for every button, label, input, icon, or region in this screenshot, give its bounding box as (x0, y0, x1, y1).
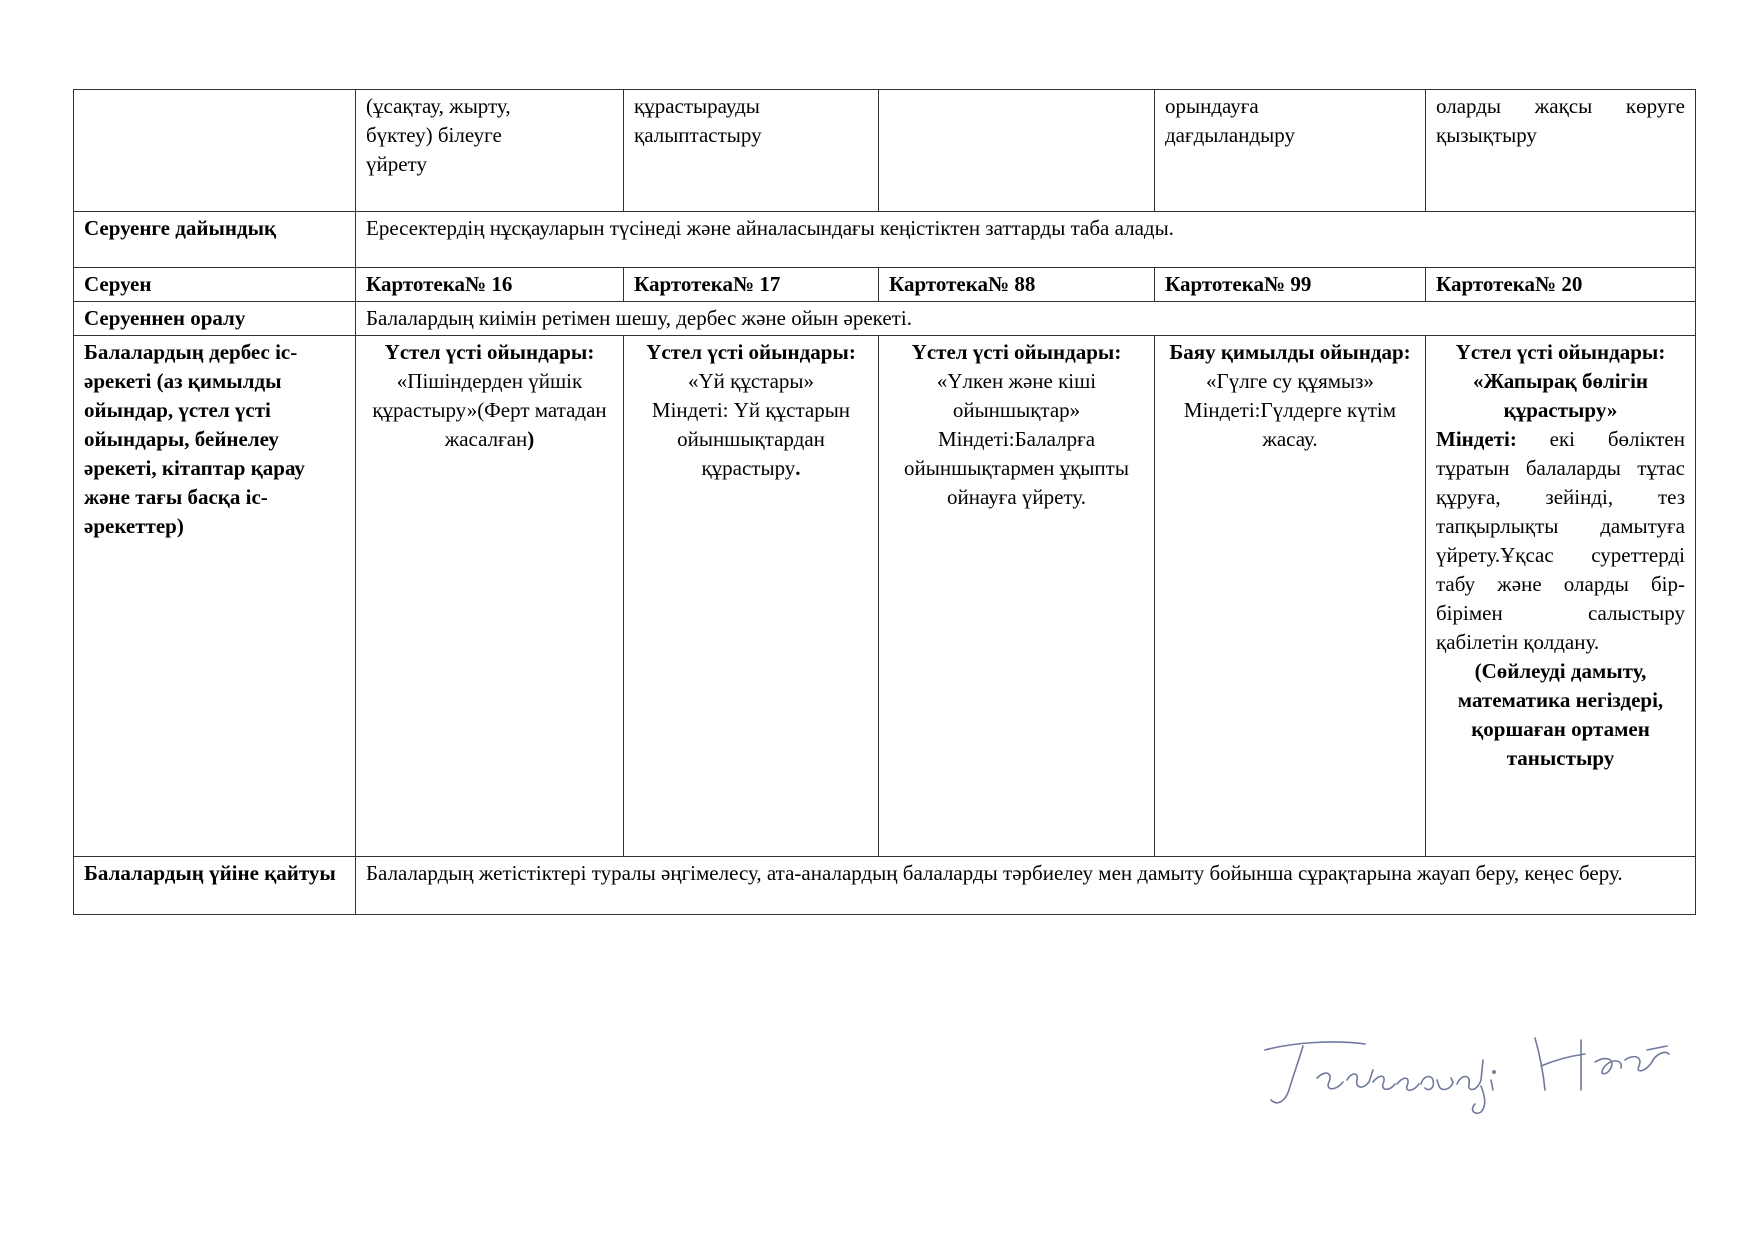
cell-continuation-5: оларды жақсы көруге қызықтыру (1426, 90, 1696, 212)
cell-independent-1: Үстел үсті ойындары: «Пішіндерден үйшік құрастыру»(Ферт матадан жасалған) (356, 336, 624, 857)
cell-return-walk-text: Балалардың киімін ретімен шешу, дербес және ойын әрекеті. (356, 302, 1696, 336)
task-paragraph: Міндеті: екі бөліктен тұратын балаларды тұтас құруға, зейінді, тез тапқырлықты дамытуға үйрету.Ұқсас суреттерді табу және оларды бір-бірімен салыстыру қабілетін қолдану. (1436, 427, 1685, 654)
cell-walk-card-5: Картотека№ 20 (1426, 268, 1696, 302)
cell-continuation-1: (ұсақтау, жырту, бүктеу) білеуге үйрету (356, 90, 624, 212)
table-row-prep-walk (74, 212, 1696, 268)
cell-independent-3: Үстел үсті ойындары: «Үлкен және кіші ойыншықтар» Міндеті:Балалрға ойыншықтармен ұқыпты ойнауға үйрету. (879, 336, 1155, 857)
handwritten-signature (1255, 1020, 1675, 1130)
cell-independent-4: Баяу қимылды ойындар: «Гүлге су құямыз» Міндеті:Гүлдерге күтім жасау. (1155, 336, 1426, 857)
table-row-return-walk (74, 302, 1696, 336)
cell-walk-card-1: Картотека№ 16 (356, 268, 624, 302)
row-label-going-home: Балалардың үйіне қайтуы (74, 857, 356, 915)
cell-independent-2: Үстел үсті ойындары: «Үй құстары» Міндеті: Үй құстарын ойыншықтардан құрастыру. (624, 336, 879, 857)
table-row-going-home (74, 857, 1696, 915)
cell-continuation-3 (879, 90, 1155, 212)
row-label-empty (74, 90, 356, 212)
row-label-return-walk: Серуеннен оралу (74, 302, 356, 336)
table-row-independent (74, 336, 1696, 857)
cell-going-home-text: Балалардың жетістіктері туралы әңгімелесу, ата-аналардың балаларды тәрбиелеу мен дамыту бойынша сұрақтарына жауап беру, кеңес беру. (356, 857, 1696, 915)
row-label-walk: Серуен (74, 268, 356, 302)
cell-walk-card-2: Картотека№ 17 (624, 268, 879, 302)
table-row-walk (74, 268, 1696, 302)
cell-independent-5: Үстел үсті ойындары: «Жапырақ бөлігін құрастыру» Міндеті: екі бөліктен тұратын балаларды тұтас құруға, зейінді, тез тапқырлықты дамытуға үйрету.Ұқсас суреттерді табу және оларды бір-бірімен салыстыру қабілетін қолдану. (Сөйлеуді дамыту, математика негіздері, қоршаған ортамен таныстыру (1426, 336, 1696, 857)
row-label-independent: Балалардың дербес іс-әрекеті (аз қимылды ойындар, үстел үсті ойындары, бейнелеу әрекеті, кітаптар қарау және тағы басқа іс-әрекеттер) (74, 336, 356, 857)
table-row-continuation (74, 90, 1696, 212)
cell-continuation-2: құрастырауды қалыптастыру (624, 90, 879, 212)
cell-continuation-4: орындауға дағдыландыру (1155, 90, 1426, 212)
cell-walk-card-3: Картотека№ 88 (879, 268, 1155, 302)
cell-walk-card-4: Картотека№ 99 (1155, 268, 1426, 302)
schedule-table (73, 89, 1696, 915)
cell-prep-walk-text: Ересектердің нұсқауларын түсінеді және айналасындағы кеңістіктен заттарды таба алады. (356, 212, 1696, 268)
row-label-prep-walk: Серуенге дайындық (74, 212, 356, 268)
